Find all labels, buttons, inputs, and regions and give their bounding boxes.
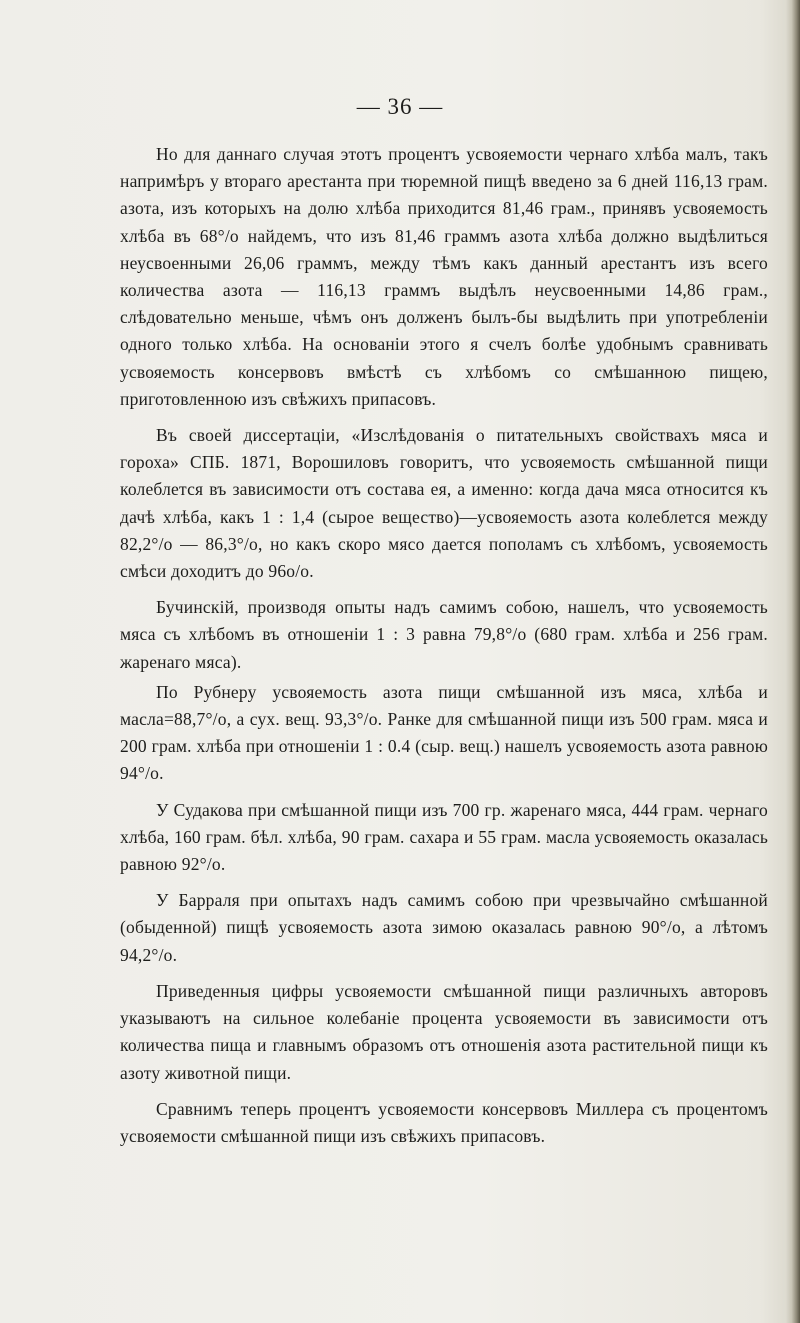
paragraph-6: У Барраля при опытахъ надъ самимъ собою при чрезвычайно смѣшанной (обыденной) пищѣ усвояемость азота зимою оказалась равною 90°/о, а лѣтомъ 94,2°/о. — [120, 890, 768, 965]
paragraph-2: Въ своей диссертаціи, «Изслѣдованія о питательныхъ свойствахъ мяса и гороха» СПБ. 1871, Ворошиловъ говоритъ, что усвояемость смѣшанной пищи колеблется въ зависимости отъ состава ея, а именно: когда дача мяса относится къ дачѣ хлѣба, какъ 1 : 1,4 (сырое вещество)—усвояемость азота колеблется между 82,2°/о — 86,3°/о, но какъ скоро мясо дается пополамъ съ хлѣбомъ, усвояемость смѣси доходитъ до 96о/о. — [120, 425, 768, 582]
paragraph-3: Бучинскій, производя опыты надъ самимъ собою, нашелъ, что усвояемость мяса съ хлѣбомъ въ отношеніи 1 : 3 равна 79,8°/о (680 грам. хлѣба и 256 грам. жаренаго мяса). — [120, 597, 768, 672]
page-number: — 36 — — [356, 94, 444, 119]
paragraph-1: Но для даннаго случая этотъ процентъ усвояемости чернаго хлѣба малъ, такъ напримѣръ у втораго арестанта при тюремной пищѣ введено за 6 дней 116,13 грам. азота, изъ которыхъ на долю хлѣба приходится 81,46 грам., принявъ усвояемость хлѣба въ 68°/о найдемъ, что изъ 81,46 граммъ азота хлѣба должно выдѣлиться неусвоенными 26,06 граммъ, между тѣмъ какъ данный арестантъ изъ всего количества азота — 116,13 граммъ выдѣлъ неусвоенными 14,86 грам., слѣдовательно меньше, чѣмъ онъ долженъ былъ-бы выдѣлить при употребленіи одного только хлѣба. На основаніи этого я счелъ болѣе удобнымъ сравнивать усвояемость консервовъ вмѣстѣ съ хлѣбомъ со смѣшанною пищею, приготовленною изъ свѣжихъ припасовъ. — [120, 144, 768, 409]
paragraph-7: Приведенныя цифры усвояемости смѣшанной пищи различныхъ авторовъ указываютъ на сильное колебаніе процента усвояемости въ зависимости отъ количества пища и главнымъ образомъ отъ отношенія азота растительной пищи къ азоту животной пищи. — [120, 980, 768, 1083]
page-body — [120, 141, 768, 1150]
paragraph-4: По Рубнеру усвояемость азота пищи смѣшанной изъ мяса, хлѣба и масла=88,7°/о, а сух. вещ. 93,3°/о. Ранке для смѣшанной пищи изъ 500 грам. мяса и 200 грам. хлѣба при отношеніи 1 : 0.4 (сыр. вещ.) нашелъ усвояемость азота равною 94°/о. — [120, 681, 768, 784]
page-edge-shadow — [786, 0, 800, 1323]
paragraph-5: У Судакова при смѣшанной пищи изъ 700 гр. жаренаго мяса, 444 грам. чернаго хлѣба, 160 грам. бѣл. хлѣба, 90 грам. сахара и 55 грам. масла усвояемость оказалась равною 92°/о. — [120, 799, 768, 875]
paragraph-8: Сравнимъ теперь процентъ усвояемости консервовъ Миллера съ процентомъ усвояемости смѣшанной пищи изъ свѣжихъ припасовъ. — [120, 1098, 768, 1146]
